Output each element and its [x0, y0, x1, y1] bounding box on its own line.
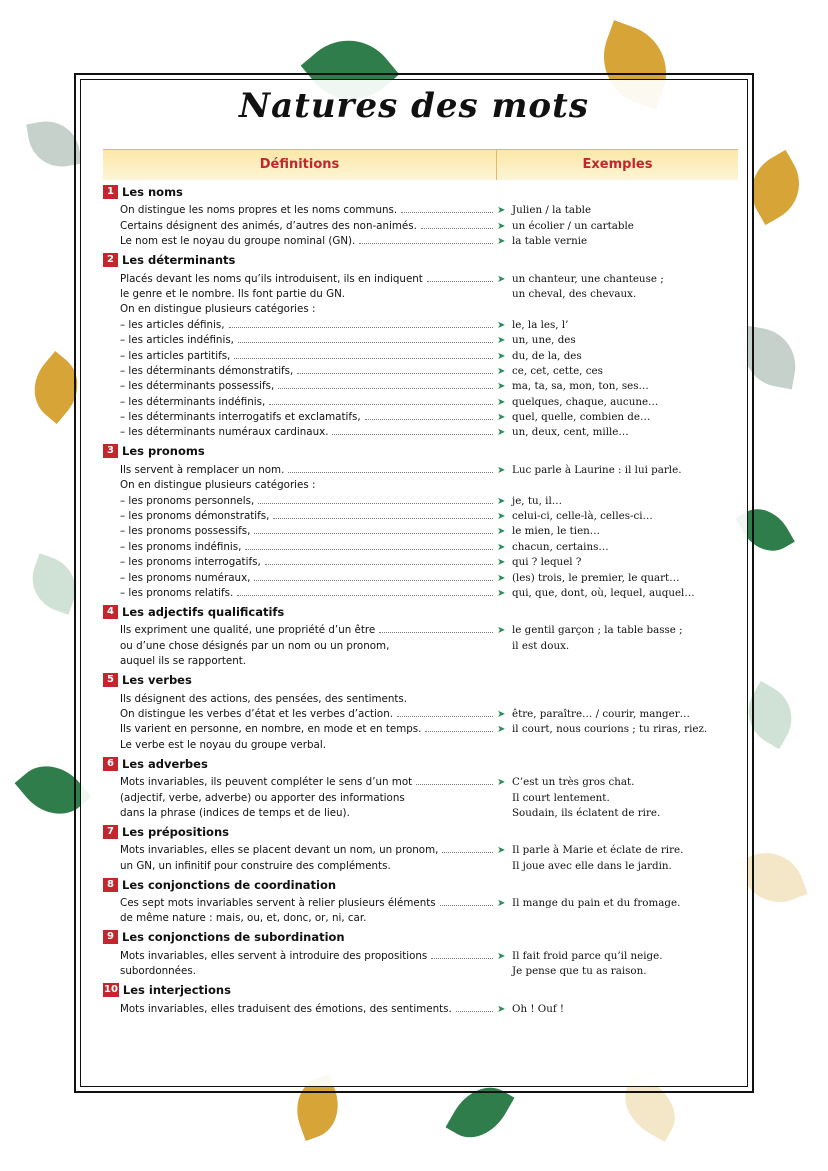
dotted-leader [397, 716, 493, 717]
section-title [103, 604, 738, 620]
definition-cell [103, 426, 497, 438]
definition-row [103, 553, 738, 568]
definition-text: Le verbe est le noyau du groupe verbal. [120, 738, 326, 751]
definition-cell [103, 220, 497, 232]
definition-row [103, 392, 738, 407]
definition-row [103, 720, 738, 735]
example-cell [497, 288, 738, 300]
example-text: qui, que, dont, où, lequel, auquel… [512, 586, 695, 599]
arrow-right-icon: ➤ [497, 464, 506, 476]
example-text: je, tu, il… [512, 494, 563, 507]
definition-cell [103, 525, 497, 537]
definition-text: On en distingue plusieurs catégories : [120, 479, 316, 492]
definition-row [103, 201, 738, 216]
definition-cell [103, 807, 497, 819]
example-cell [497, 411, 738, 423]
definition-cell [103, 288, 497, 300]
definition-cell [103, 624, 497, 636]
example-cell [497, 365, 738, 377]
example-text: ce, cet, cette, ces [512, 364, 603, 377]
definition-row [103, 788, 738, 803]
arrow-right-icon: ➤ [497, 396, 506, 408]
arrow-right-icon: ➤ [497, 526, 506, 538]
dotted-leader [238, 342, 493, 343]
definition-text: – les déterminants indéfinis, [120, 395, 266, 408]
section-number-badge: 9 [103, 930, 118, 944]
definition-row [103, 909, 738, 924]
definition-text: Mots invariables, elles se placent devant un nom, un pronom, [120, 844, 439, 857]
arrow-right-icon: ➤ [497, 511, 506, 523]
definition-row [103, 285, 738, 300]
definition-text: – les pronoms relatifs. [120, 586, 234, 599]
definition-text: – les pronoms personnels, [120, 494, 255, 507]
definition-row [103, 621, 738, 636]
section [103, 252, 738, 438]
arrow-right-icon: ➤ [497, 1003, 506, 1015]
definition-row [103, 962, 738, 977]
definition-text: subordonnées. [120, 965, 196, 978]
definition-cell [103, 950, 497, 962]
example-text: Luc parle à Laurine : il lui parle. [512, 463, 682, 476]
definition-cell [103, 776, 497, 788]
definition-text: dans la phrase (indices de temps et de lieu). [120, 806, 350, 819]
example-cell [497, 807, 738, 819]
dotted-leader [425, 731, 493, 732]
section [103, 672, 738, 751]
example-text: Soudain, ils éclatent de rire. [512, 806, 661, 819]
arrow-right-icon: ➤ [497, 205, 506, 217]
example-text: C’est un très gros chat. [512, 776, 635, 789]
definition-text: – les articles partitifs, [120, 349, 231, 362]
example-cell [497, 380, 738, 392]
example-cell [497, 776, 738, 788]
example-cell [497, 860, 738, 872]
example-cell [497, 396, 738, 408]
arrow-right-icon: ➤ [497, 236, 506, 248]
definition-row [103, 315, 738, 330]
dotted-leader [254, 580, 493, 581]
example-text: chacun, certains… [512, 540, 609, 553]
arrow-right-icon: ➤ [497, 572, 506, 584]
definition-row [103, 423, 738, 438]
definition-row [103, 362, 738, 377]
example-cell [497, 334, 738, 346]
definition-text: Mots invariables, elles servent à introduire des propositions [120, 949, 428, 962]
example-text: un, une, des [512, 334, 576, 347]
definition-text: – les pronoms numéraux, [120, 571, 251, 584]
definition-cell [103, 303, 497, 315]
example-cell [497, 204, 738, 216]
section-number-badge: 7 [103, 825, 118, 839]
arrow-right-icon: ➤ [497, 412, 506, 424]
definition-text: Ils varient en personne, en nombre, en mode et en temps. [120, 723, 422, 736]
example-cell [497, 708, 738, 720]
definition-text: – les articles définis, [120, 318, 225, 331]
definition-cell [103, 365, 497, 377]
definition-row [103, 232, 738, 247]
example-cell [497, 319, 738, 331]
definition-cell [103, 556, 497, 568]
definition-text: – les pronoms démonstratifs, [120, 510, 270, 523]
arrow-right-icon: ➤ [497, 365, 506, 377]
definition-row [103, 537, 738, 552]
section-title-text: Les conjonctions de coordination [122, 877, 337, 892]
definition-cell [103, 912, 497, 924]
definition-row [103, 491, 738, 506]
definition-cell [103, 235, 497, 247]
definition-row [103, 568, 738, 583]
definition-cell [103, 396, 497, 408]
definition-cell [103, 844, 497, 856]
example-text: Julien / la table [512, 204, 592, 217]
definition-row [103, 377, 738, 392]
dotted-leader [442, 852, 493, 853]
example-cell [497, 572, 738, 584]
definition-text: Mots invariables, elles traduisent des émotions, des sentiments. [120, 1002, 452, 1015]
dotted-leader [237, 595, 493, 596]
definition-row [103, 894, 738, 909]
definition-row [103, 946, 738, 961]
definition-cell [103, 479, 497, 491]
section-title [103, 982, 738, 998]
example-text: ma, ta, sa, mon, ton, ses… [512, 380, 649, 393]
example-cell [497, 624, 738, 636]
example-text: Il mange du pain et du fromage. [512, 897, 681, 910]
definition-text: – les pronoms indéfinis, [120, 540, 242, 553]
arrow-right-icon: ➤ [497, 273, 506, 285]
dotted-leader [332, 434, 493, 435]
example-cell [497, 273, 738, 285]
definition-text: On en distingue plusieurs catégories : [120, 303, 316, 316]
section-number-badge: 2 [103, 253, 118, 267]
example-cell [497, 1003, 738, 1015]
section-title [103, 929, 738, 945]
section-number-badge: 8 [103, 878, 118, 892]
arrow-right-icon: ➤ [497, 381, 506, 393]
dotted-leader [288, 472, 493, 473]
definition-text: – les déterminants possessifs, [120, 380, 275, 393]
section-title-text: Les déterminants [122, 253, 236, 268]
definition-cell [103, 541, 497, 553]
dotted-leader [265, 564, 493, 565]
section [103, 982, 738, 1014]
arrow-right-icon: ➤ [497, 724, 506, 736]
definition-row [103, 408, 738, 423]
example-cell [497, 640, 738, 652]
section-title [103, 824, 738, 840]
arrow-right-icon: ➤ [497, 541, 506, 553]
example-text: Il fait froid parce qu’il neige. [512, 949, 663, 962]
definition-row [103, 269, 738, 284]
definition-row [103, 346, 738, 361]
definition-row [103, 705, 738, 720]
section [103, 929, 738, 977]
definition-text: Ils expriment une qualité, une propriété d’un être [120, 624, 376, 637]
example-cell [497, 510, 738, 522]
definition-row [103, 841, 738, 856]
example-text: Il court lentement. [512, 791, 610, 804]
page-title: Natures des mots [239, 86, 589, 126]
dotted-leader [431, 958, 493, 959]
arrow-right-icon: ➤ [497, 495, 506, 507]
definition-row [103, 331, 738, 346]
arrow-right-icon: ➤ [497, 350, 506, 362]
definition-text: (adjectif, verbe, adverbe) ou apporter des informations [120, 791, 405, 804]
section [103, 443, 738, 599]
definition-row [103, 476, 738, 491]
definition-row [103, 584, 738, 599]
definition-cell [103, 739, 497, 751]
definition-cell [103, 640, 497, 652]
arrow-right-icon: ➤ [497, 950, 506, 962]
example-cell [497, 587, 738, 599]
definition-text: ou d’une chose désignés par un nom ou un pronom, [120, 639, 390, 652]
example-text: un, deux, cent, mille… [512, 426, 629, 439]
definition-text: – les déterminants interrogatifs et exclamatifs, [120, 411, 361, 424]
definition-cell [103, 411, 497, 423]
section-title-text: Les adverbes [122, 756, 208, 771]
dotted-leader [234, 358, 493, 359]
dotted-leader [245, 549, 493, 550]
definition-text: – les déterminants numéraux cardinaux. [120, 426, 329, 439]
definition-row [103, 652, 738, 667]
arrow-right-icon: ➤ [497, 557, 506, 569]
dotted-leader [427, 281, 493, 282]
definition-row [103, 636, 738, 651]
example-text: quel, quelle, combien de… [512, 411, 651, 424]
definition-text: – les pronoms interrogatifs, [120, 556, 261, 569]
example-text: du, de la, des [512, 349, 582, 362]
definition-cell [103, 965, 497, 977]
section [103, 877, 738, 925]
definition-cell [103, 587, 497, 599]
definition-cell [103, 792, 497, 804]
example-cell [497, 541, 738, 553]
definition-row [103, 999, 738, 1014]
example-text: il court, nous courions ; tu riras, riez. [512, 723, 708, 736]
definition-row [103, 804, 738, 819]
example-text: le gentil garçon ; la table basse ; [512, 624, 683, 637]
section-number-badge: 5 [103, 673, 118, 687]
section-number-badge: 10 [104, 984, 118, 996]
example-cell [497, 792, 738, 804]
definition-cell [103, 334, 497, 346]
section-number-badge: 3 [103, 444, 118, 458]
section-title [103, 877, 738, 893]
definition-cell [103, 655, 497, 667]
section [103, 756, 738, 819]
definition-row [103, 216, 738, 231]
dotted-leader [278, 388, 493, 389]
example-text: quelques, chaque, aucune… [512, 395, 659, 408]
example-cell [497, 495, 738, 507]
dotted-leader [440, 905, 493, 906]
dotted-leader [421, 228, 493, 229]
header-definitions: Définitions [103, 150, 497, 180]
example-cell [497, 844, 738, 856]
definition-text: – les déterminants démonstratifs, [120, 364, 294, 377]
section-title [103, 672, 738, 688]
definition-row [103, 460, 738, 475]
definition-text: On distingue les verbes d’état et les verbes d’action. [120, 707, 393, 720]
definition-cell [103, 495, 497, 507]
definition-text: un GN, un infinitif pour construire des compléments. [120, 859, 391, 872]
example-text: (les) trois, le premier, le quart… [512, 571, 680, 584]
example-text: un chanteur, une chanteuse ; [512, 272, 664, 285]
example-text: Il parle à Marie et éclate de rire. [512, 844, 684, 857]
arrow-right-icon: ➤ [497, 845, 506, 857]
example-cell [497, 426, 738, 438]
definition-text: Le nom est le noyau du groupe nominal (GN). [120, 235, 356, 248]
definition-text: auquel ils se rapportent. [120, 655, 247, 668]
example-text: il est doux. [512, 639, 570, 652]
example-cell [497, 897, 738, 909]
definition-text: Ces sept mots invariables servent à relier plusieurs éléments [120, 897, 436, 910]
section [103, 184, 738, 247]
dotted-leader [401, 212, 493, 213]
definition-row [103, 300, 738, 315]
example-cell [497, 965, 738, 977]
definition-text: Certains désignent des animés, d’autres des non-animés. [120, 219, 417, 232]
example-cell [497, 235, 738, 247]
example-text: Je pense que tu as raison. [512, 965, 647, 978]
header-exemples: Exemples [582, 157, 653, 172]
section-title-text: Les prépositions [122, 824, 229, 839]
section-title-text: Les verbes [122, 673, 192, 688]
definition-row [103, 856, 738, 871]
arrow-right-icon: ➤ [497, 708, 506, 720]
definition-cell [103, 464, 497, 476]
arrow-right-icon: ➤ [497, 625, 506, 637]
definition-cell [103, 708, 497, 720]
example-cell [497, 556, 738, 568]
definition-text: Ils servent à remplacer un nom. [120, 463, 285, 476]
definitions-list [103, 184, 738, 1020]
definition-cell [103, 723, 497, 735]
arrow-right-icon: ➤ [497, 587, 506, 599]
section-title-text: Les pronoms [122, 444, 205, 459]
definition-cell [103, 204, 497, 216]
dotted-leader [297, 373, 493, 374]
example-cell [497, 723, 738, 735]
section-number-badge: 6 [103, 757, 118, 771]
definition-text: de même nature : mais, ou, et, donc, or, ni, car. [120, 912, 367, 925]
example-text: qui ? lequel ? [512, 556, 582, 569]
section-title [103, 756, 738, 772]
example-text: être, paraître… / courir, manger… [512, 707, 690, 720]
arrow-right-icon: ➤ [497, 898, 506, 910]
example-text: celui-ci, celle-là, celles-ci… [512, 510, 653, 523]
definition-text: – les pronoms possessifs, [120, 525, 251, 538]
example-cell [497, 950, 738, 962]
section-title [103, 252, 738, 268]
definition-row [103, 689, 738, 704]
section-title-text: Les conjonctions de subordination [122, 930, 345, 945]
example-text: Il joue avec elle dans le jardin. [512, 859, 672, 872]
arrow-right-icon: ➤ [497, 427, 506, 439]
definition-row [103, 773, 738, 788]
dotted-leader [273, 518, 493, 519]
definition-text: Placés devant les noms qu’ils introduisent, ils en indiquent [120, 272, 423, 285]
dotted-leader [416, 784, 493, 785]
definition-row [103, 507, 738, 522]
definition-cell [103, 273, 497, 285]
definition-text: Mots invariables, ils peuvent compléter le sens d’un mot [120, 776, 413, 789]
example-cell [497, 464, 738, 476]
definition-cell [103, 572, 497, 584]
example-text: le mien, le tien… [512, 525, 601, 538]
definition-cell [103, 319, 497, 331]
section-title [103, 184, 738, 200]
definition-cell [103, 897, 497, 909]
example-text: le, la les, l’ [512, 318, 569, 331]
example-text: un écolier / un cartable [512, 219, 634, 232]
dotted-leader [456, 1011, 493, 1012]
definition-cell [103, 510, 497, 522]
example-text: Oh ! Ouf ! [512, 1002, 565, 1015]
definition-cell [103, 860, 497, 872]
section-title-text: Les noms [122, 185, 183, 199]
example-text: la table vernie [512, 235, 588, 248]
section-title-text: Les interjections [122, 983, 231, 998]
section-number-badge: 1 [103, 185, 118, 199]
dotted-leader [359, 243, 493, 244]
dotted-leader [269, 404, 493, 405]
section-number-badge: 4 [103, 605, 118, 619]
section [103, 824, 738, 872]
dotted-leader [254, 533, 493, 534]
example-cell [497, 525, 738, 537]
arrow-right-icon: ➤ [497, 777, 506, 789]
dotted-leader [365, 419, 493, 420]
definition-cell [103, 350, 497, 362]
dotted-leader [229, 327, 493, 328]
definition-cell [103, 1003, 497, 1015]
example-cell [497, 350, 738, 362]
section [103, 604, 738, 667]
example-cell [497, 220, 738, 232]
arrow-right-icon: ➤ [497, 335, 506, 347]
definition-cell [103, 693, 497, 705]
definition-text: On distingue les noms propres et les noms communs. [120, 204, 398, 217]
section-title-text: Les adjectifs qualificatifs [122, 604, 285, 619]
definition-row [103, 735, 738, 750]
example-text: un cheval, des chevaux. [512, 287, 637, 300]
definition-cell [103, 380, 497, 392]
definition-text: Ils désignent des actions, des pensées, des sentiments. [120, 692, 408, 705]
definition-text: le genre et le nombre. Ils font partie du GN. [120, 287, 346, 300]
arrow-right-icon: ➤ [497, 220, 506, 232]
definition-row [103, 522, 738, 537]
table-header [103, 149, 738, 180]
dotted-leader [258, 503, 493, 504]
section-title [103, 443, 738, 459]
definition-text: – les articles indéfinis, [120, 334, 234, 347]
dotted-leader [379, 632, 493, 633]
arrow-right-icon: ➤ [497, 319, 506, 331]
